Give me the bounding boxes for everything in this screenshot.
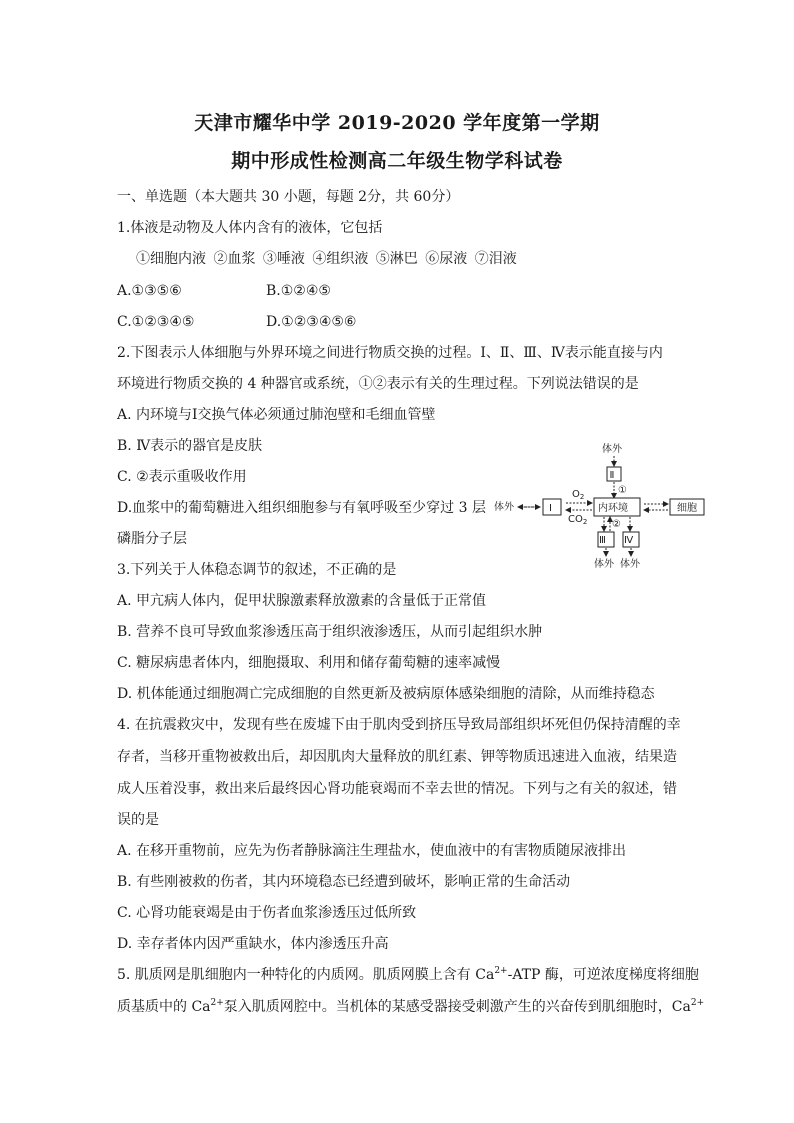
q2-option-d-line1: D.血浆中的葡萄糖进入组织细胞参与有氧呼吸至少穿过 3 层 <box>117 500 486 516</box>
q1-option-a: A.①③⑤⑥ <box>117 283 182 299</box>
q2-stem-line2: 环境进行物质交换的 4 种器官或系统，①②表示有关的生理过程。下列说法错误的是 <box>117 376 639 392</box>
diagram-box-i <box>543 499 561 515</box>
diagram-internal-environment-label: 内环境 <box>598 503 628 514</box>
q1-option-c: C.①②③④⑤ <box>117 314 195 330</box>
q4-stem-line1: 4. 在抗震救灾中，发现有些在废墟下由于肌肉受到挤压导致局部组织坏死但仍保持清醒的幸 <box>117 717 681 733</box>
diagram-outside-top: 体外 <box>602 444 622 455</box>
diagram-co2-label: $CO_2$ <box>568 514 588 526</box>
diagram-outside-bottom-left: 体外 <box>594 559 614 570</box>
diagram-box-iv-label: Ⅳ <box>624 535 634 546</box>
q3-option-c: C. 糖尿病患者体内，细胞摄取、利用和储存葡萄糖的速率减慢 <box>117 655 501 671</box>
q4-option-c: C. 心肾功能衰竭是由于伤者血浆渗透压过低所致 <box>117 905 417 921</box>
diagram-outside-left: 体外 <box>494 502 514 513</box>
q2-option-a: A. 内环境与Ⅰ交换气体必须通过肺泡壁和毛细血管壁 <box>117 407 436 423</box>
diagram-o2-label: $O_2$ <box>572 489 585 501</box>
q4-option-b: B. 有些刚被救的伤者，其内环境稳态已经遭到破坏，影响正常的生命活动 <box>117 874 571 890</box>
section-heading: 一、单选题（本大题共 30 小题，每题 2分，共 60分） <box>117 189 460 205</box>
diagram-box-iii-label: Ⅲ <box>599 535 606 546</box>
q2-stem-line1: 2.下图表示人体细胞与外界环境之间进行物质交换的过程。Ⅰ、Ⅱ、Ⅲ、Ⅳ表示能直接与内 <box>117 345 663 361</box>
q4-stem-line2: 存者，当移开重物被救出后，却因肌肉大量释放的肌红素、钾等物质迅速进入血液，结果造 <box>117 749 677 765</box>
diagram-box-ii-label: Ⅱ <box>609 470 615 481</box>
diagram-process-2: ② <box>612 519 621 530</box>
q1-stem: 1.体液是动物及人体内含有的液体，它包括 <box>117 220 383 236</box>
q3-option-b: B. 营养不良可导致血浆渗透压高于组织液渗透压，从而引起组织水肿 <box>117 624 543 640</box>
q3-option-a: A. 甲亢病人体内，促甲状腺激素释放激素的含量低于正常值 <box>117 593 487 609</box>
body-fluid-exchange-diagram <box>492 438 708 570</box>
q5-stem-line2: 质基质中的 $Ca^{2+}$泵入肌质网腔中。当机体的某感受器接受刺激产生的兴奋传到肌细胞时，$Ca^{2+}$ <box>117 998 705 1015</box>
q4-stem-line4: 误的是 <box>117 812 159 828</box>
q2-option-d-line2: 磷脂分子层 <box>117 531 187 547</box>
q4-stem-line3: 成人压着没事，救出来后最终因心肾功能衰竭而不幸去世的情况。下列与之有关的叙述，错 <box>117 781 677 797</box>
exam-title-line1: 天津市耀华中学 2019-2020 学年度第一学期 <box>194 112 600 134</box>
q1-option-d: D.①②③④⑤⑥ <box>266 314 357 330</box>
q1-items: ①细胞内液 ②血浆 ③唾液 ④组织液 ⑤淋巴 ⑥尿液 ⑦泪液 <box>136 251 517 267</box>
q1-option-b: B.①②④⑤ <box>266 283 331 299</box>
q5-stem-line1: 5. 肌质网是肌细胞内一种特化的内质网。肌质网膜上含有 $Ca^{2+}$-ATP 酶，可逆浓度梯度将细胞 <box>117 966 699 983</box>
q2-option-c: C. ②表示重吸收作用 <box>117 469 247 485</box>
diagram-outside-bottom-right: 体外 <box>620 559 640 570</box>
exam-title-line2: 期中形成性检测高二年级生物学科试卷 <box>231 150 563 172</box>
q3-option-d: D. 机体能通过细胞凋亡完成细胞的自然更新及被病原体感染细胞的清除，从而维持稳态 <box>117 686 655 702</box>
diagram-cell-label: 细胞 <box>677 503 697 514</box>
diagram-box-i-label: Ⅰ <box>549 503 552 514</box>
q4-option-a: A. 在移开重物前，应先为伤者静脉滴注生理盐水，使血液中的有害物质随尿液排出 <box>117 843 627 859</box>
q4-option-d: D. 幸存者体内因严重缺水，体内渗透压升高 <box>117 936 389 952</box>
diagram-process-1: ① <box>618 485 627 496</box>
q2-option-b: B. Ⅳ表示的器官是皮肤 <box>117 438 263 454</box>
q3-stem: 3.下列关于人体稳态调节的叙述，不正确的是 <box>117 562 397 578</box>
